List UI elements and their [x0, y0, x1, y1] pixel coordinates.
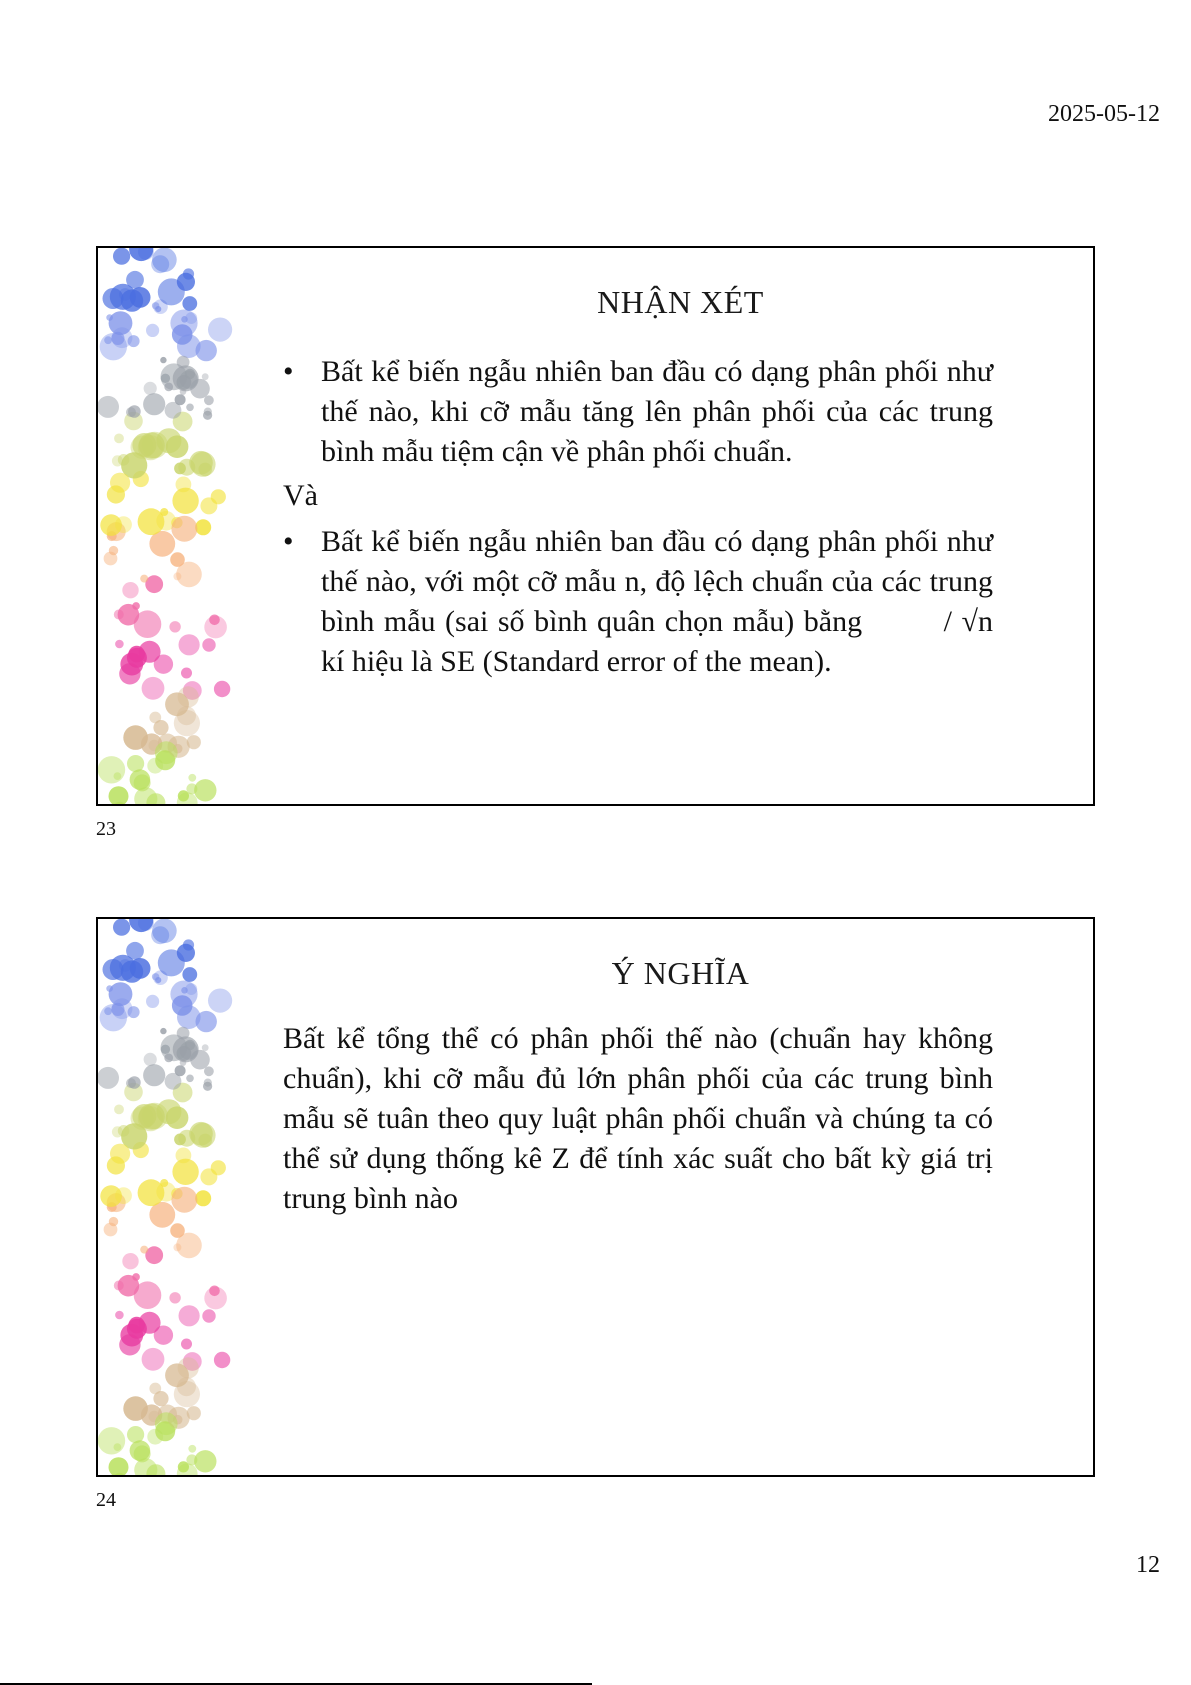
bubble: [122, 1253, 138, 1269]
bubble: [196, 1011, 217, 1032]
bubble: [176, 477, 192, 493]
bubble: [122, 582, 138, 598]
bubble: [123, 725, 148, 750]
bullet-item: [283, 352, 993, 472]
bubble: [123, 1396, 148, 1421]
bubble: [214, 681, 230, 697]
bubble: [128, 1076, 141, 1089]
bubble: [118, 1275, 140, 1297]
slide-23: [96, 246, 1095, 806]
bubble: [98, 756, 125, 783]
bubble: [143, 393, 165, 415]
bullet-item: [283, 522, 993, 682]
bubble: [158, 278, 185, 305]
bubble: [143, 1064, 165, 1086]
slide-title: Ý NGHĨA: [611, 955, 750, 991]
bubble: [180, 388, 187, 395]
bubble: [100, 514, 122, 536]
bubble: [127, 1426, 144, 1443]
bullet-text-continued: kí hiệu là SE (Standard error of the mean).: [321, 645, 832, 678]
bubble: [113, 919, 130, 936]
bubble: [181, 1339, 192, 1350]
bubble: [126, 942, 144, 960]
bubble: [128, 1317, 145, 1334]
bubble: [128, 646, 145, 663]
bubble: [127, 755, 144, 772]
slide-content: [283, 1019, 993, 1219]
bubble: [164, 1054, 173, 1063]
bubble: [202, 1044, 209, 1051]
bubble: [115, 640, 124, 649]
bubble: [182, 296, 197, 311]
bubble: [188, 1445, 196, 1453]
bubble: [158, 949, 185, 976]
bubble: [152, 302, 159, 309]
bubble: [171, 516, 197, 542]
bubble: [113, 248, 130, 265]
bubble: [165, 402, 182, 419]
bubble: [106, 985, 113, 992]
bubble: [186, 1454, 197, 1465]
bullet-dot: •: [283, 355, 294, 388]
bubble: [130, 1440, 151, 1461]
bubble: [204, 1079, 212, 1087]
bubble: [177, 356, 190, 369]
body-paragraph: Bất kể tổng thể có phân phối thế nào (chuẩn hay không chuẩn), khi cỡ mẫu đủ lớn phân phối của các trung bình mẫu sẽ tuân theo quy luật phân phối chuẩn và chúng ta có thể sử dụng thống kê Z để tính xác suất cho bất kỳ giá trị trung bình nào: [283, 1022, 993, 1215]
bubble: [109, 1457, 129, 1477]
bubble: [189, 451, 213, 475]
bubble: [177, 1027, 190, 1040]
bubble: [196, 340, 217, 361]
bubble: [169, 1292, 180, 1303]
bubble: [151, 255, 169, 273]
bubble: [130, 769, 151, 790]
bubble: [121, 289, 143, 311]
bubble: [176, 562, 202, 588]
bubble: [190, 1050, 210, 1070]
bubble: [118, 1125, 130, 1137]
bubble: [204, 616, 227, 639]
bubble: [214, 1352, 230, 1368]
bubble: [186, 783, 197, 794]
bubble: [152, 973, 159, 980]
bubble: [110, 1144, 130, 1164]
bubble: [118, 454, 130, 466]
bubble: [98, 1427, 125, 1454]
bubble: [188, 774, 196, 782]
bubble: [118, 604, 140, 626]
bubble: [176, 1148, 192, 1164]
bubble: [204, 408, 212, 416]
slide-number: 24: [96, 1489, 116, 1511]
bubble: [182, 967, 197, 982]
bubble: [110, 473, 130, 493]
bubble-decoration: [98, 919, 248, 1477]
bullet-dot: •: [283, 525, 294, 558]
bubble: [189, 1122, 213, 1146]
bubble: [164, 383, 173, 392]
bubble: [140, 575, 148, 583]
bubble: [144, 1053, 157, 1066]
bubble: [183, 939, 194, 950]
bubble: [194, 1450, 216, 1472]
bubble: [146, 995, 159, 1008]
slide-content: [283, 352, 993, 682]
bubble: [170, 310, 197, 337]
bubble: [179, 1305, 200, 1326]
bubble: [155, 1412, 178, 1435]
bubble: [183, 268, 194, 279]
bubble: [202, 638, 215, 651]
bubble: [160, 357, 166, 363]
bubble: [177, 375, 192, 390]
bubble: [195, 519, 211, 535]
bubble-decoration: [98, 248, 248, 806]
bubble: [204, 1066, 214, 1076]
bubble: [140, 1246, 148, 1254]
bubble: [151, 926, 169, 944]
bubble: [100, 1185, 122, 1207]
bubble: [142, 677, 165, 700]
bubble: [142, 1348, 165, 1371]
bubble: [98, 1067, 119, 1089]
bubble: [171, 1187, 197, 1213]
bubble: [126, 271, 144, 289]
bubble: [112, 998, 133, 1019]
bubble: [138, 1179, 165, 1206]
bubble: [177, 1377, 196, 1396]
slide-number: 23: [96, 818, 116, 840]
bubble: [200, 497, 217, 514]
bubble: [181, 668, 192, 679]
bubble: [204, 1287, 227, 1310]
bubble: [178, 1461, 189, 1472]
bubble: [109, 786, 129, 806]
bubble: [109, 1217, 118, 1226]
bubble: [202, 1309, 215, 1322]
bubble: [153, 720, 168, 735]
bubble: [156, 1099, 181, 1124]
bubble: [112, 327, 133, 348]
bubble: [129, 248, 153, 261]
standard-error-formula: / √n: [943, 605, 993, 638]
bubble: [146, 324, 159, 337]
bubble: [160, 1028, 166, 1034]
bubble: [178, 790, 189, 801]
conjunction-text: Và: [283, 479, 318, 512]
bullet-text: Bất kể biến ngẫu nhiên ban đầu có dạng phân phối như thế nào, với một cỡ mẫu n, độ lệch chuẩn của các trung bình mẫu (sai số bình quân chọn mẫu) bằng: [321, 525, 993, 638]
bubble: [144, 382, 157, 395]
bubble: [177, 706, 196, 725]
bubble: [177, 1046, 192, 1061]
bubble: [114, 1105, 124, 1115]
bubble: [121, 960, 143, 982]
bubble: [106, 314, 113, 321]
slide-title: NHẬN XÉT: [597, 284, 764, 320]
bubble: [109, 546, 118, 555]
bubble: [195, 1190, 211, 1206]
bubble: [179, 634, 200, 655]
bubble: [200, 1168, 217, 1185]
bubble: [115, 1311, 124, 1320]
bubble: [104, 336, 112, 344]
bubble: [190, 379, 210, 399]
bubble: [114, 434, 124, 444]
bubble: [202, 373, 209, 380]
bubble: [170, 981, 197, 1008]
bubble: [204, 395, 214, 405]
bubble: [208, 318, 232, 342]
slide-24: [96, 917, 1095, 1477]
bubble: [155, 741, 178, 764]
bubble: [128, 405, 141, 418]
bubble: [186, 404, 194, 412]
bubble: [98, 396, 119, 418]
bubble: [178, 686, 199, 707]
page-number: 12: [1136, 1552, 1160, 1578]
bubble: [180, 1059, 187, 1066]
bubble: [138, 508, 165, 535]
bubble: [186, 1075, 194, 1083]
bubble: [178, 1357, 199, 1378]
page-date: 2025-05-12: [1048, 101, 1160, 127]
bubble: [153, 1391, 168, 1406]
bubble: [129, 919, 153, 932]
bubble: [194, 779, 216, 801]
bullet-text: Bất kể biến ngẫu nhiên ban đầu có dạng phân phối như thế nào, khi cỡ mẫu tăng lên phân phối của các trung bình mẫu tiệm cận về phân phối chuẩn.: [321, 355, 993, 468]
bubble: [208, 989, 232, 1013]
bubble: [104, 1007, 112, 1015]
bubble: [156, 428, 181, 453]
bubble: [165, 1073, 182, 1090]
bubble: [176, 1233, 202, 1259]
bubble: [169, 621, 180, 632]
